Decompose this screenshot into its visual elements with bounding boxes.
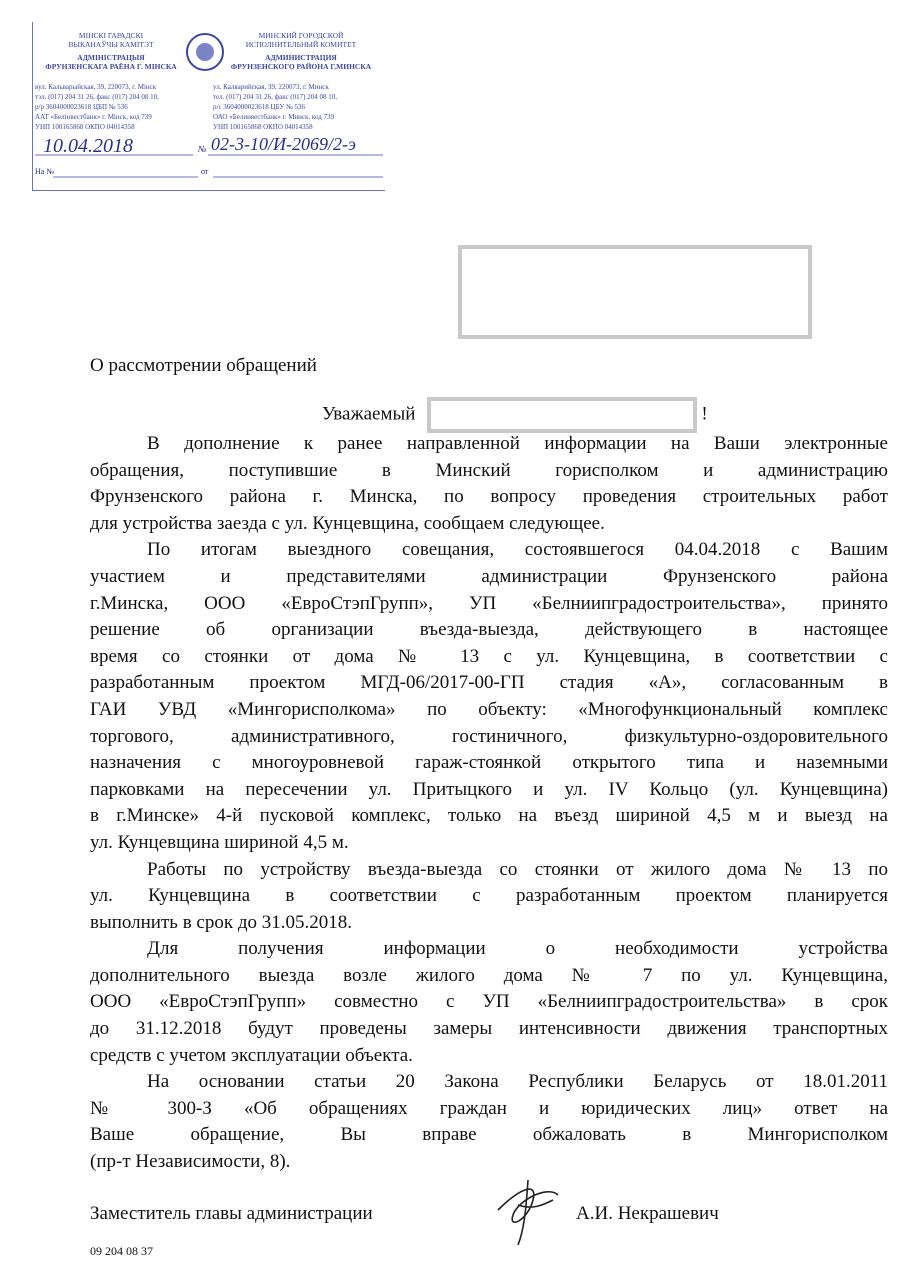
text-line: В дополнение к ранее направленной информации на Ваши электронные [147, 433, 888, 454]
paragraph [90, 431, 888, 537]
stamp-left-line: ВЫКАНАЎЧЫ КАМІТЭТ [68, 40, 154, 49]
stamp-right-line: ФРУНЗЕНСКОГО РАЙОНА Г.МИНСКА [230, 62, 372, 71]
letter-subject: О рассмотрении обращений [90, 355, 317, 376]
stamp-left-line: вул. Кальварыйская, 39, 220073, г. Мінск [35, 83, 157, 91]
stamp-right-line: МИНСКИЙ ГОРОДСКОЙ [258, 31, 344, 40]
stamp-right-line: УНП 100165868 ОКПО 04014358 [213, 123, 313, 131]
text-line: На основании статьи 20 Закона Республики Беларусь от 18.01.2011 [147, 1071, 888, 1093]
text-line: назначения с многоуровневой гараж-стоянкой открытого типа и наземными [90, 752, 888, 774]
signatory-name: А.И. Некрашевич [576, 1203, 719, 1224]
text-line: ул. Кунцевщина шириной 4,5 м. [90, 831, 349, 853]
text-line: участием и представителями администрации Фрунзенского района [90, 565, 888, 587]
text-line: для устройства заезда с ул. Кунцевщина, сообщаем следующее. [90, 512, 605, 534]
paragraph [90, 857, 888, 937]
stamp-left-line: МІНСКІ ГАРАДСКІ [78, 31, 144, 40]
stamp-ref-label: На № [35, 167, 54, 176]
text-line: Работы по устройству въезда-выезда со стоянки от жилого дома № 13 по [147, 858, 888, 880]
text-line: разработанным проектом МГД-06/2017-00-ГП стадия «А», согласованным в [90, 672, 888, 694]
text-line: дополнительного выезда возле жилого дома № 7 по ул. Кунцевщина, [90, 964, 888, 986]
salutation [322, 397, 708, 433]
stamp-left-line: АДМІНІСТРАЦЫЯ [77, 53, 145, 62]
salutation-suffix: ! [701, 403, 708, 425]
stamp-date: 10.04.2018 [43, 135, 133, 157]
text-line: г.Минска, ООО «ЕвроСтэпГрупп», УП «Белниипградостроительства», принято [90, 592, 888, 614]
stamp-left-line: тэл. (017) 204 31 26, факс (017) 204 08 10, [35, 93, 159, 101]
emblem-icon [187, 34, 223, 70]
stamp-left-line: р/р 3604000023618 ЦБП № 536 [35, 103, 128, 111]
paragraph [90, 1069, 888, 1175]
text-line: ООО «ЕвроСтэпГрупп» совместно с УП «Белниипградостроительства» в срок [90, 991, 888, 1013]
text-line: ул. Кунцевщина в соответствии с разработанным проектом планируется [90, 885, 888, 907]
redacted-name [427, 397, 697, 433]
text-line: Фрунзенского района г. Минска, по вопросу проведения строительных работ [90, 486, 888, 508]
stamp-number: 02-3-10/И-2069/2-э [211, 134, 356, 154]
text-line: № 300-З «Об обращениях граждан и юридических лиц» ответ на [90, 1097, 888, 1119]
text-line: Ваше обращение, Вы вправе обжаловать в Мингорисполком [90, 1124, 888, 1146]
stamp-right-line: АДМИНИСТРАЦИЯ [265, 53, 337, 62]
text-line: ГАИ УВД «Мингорисполкома» по объекту: «Многофункциональный комплекс [90, 698, 888, 720]
text-line: Для получения информации о необходимости устройства [147, 938, 888, 960]
salutation-prefix: Уважаемый [322, 403, 416, 425]
text-line: обращения, поступившие в Минский горисполком и администрацию [90, 459, 888, 481]
stamp-graphic [33, 22, 393, 192]
text-line: время со стоянки от дома № 13 с ул. Кунцевщина, в соответствии с [90, 645, 888, 667]
text-line: до 31.12.2018 будут проведены замеры интенсивности движения транспортных [90, 1018, 888, 1040]
text-line: торгового, административного, гостиничного, физкультурно-оздоровительного [90, 725, 888, 747]
text-line: в г.Минске» 4-й пусковой комплекс, только на въезд шириной 4,5 м и выезд на [90, 805, 888, 827]
paragraph [90, 936, 888, 1069]
stamp-right-line: тел. (017) 204 31 26, факс (017) 204 08 10, [213, 93, 337, 101]
text-line: парковками на пересечении ул. Притыцкого и ул. IV Кольцо (ул. Кунцевщина) [90, 778, 888, 800]
stamp-right-line: ОАО «Белинвестбанк» г. Минск, код 739 [213, 113, 335, 121]
text-line: выполнить в срок до 31.05.2018. [90, 911, 352, 933]
stamp-right-line: ул. Калварийская, 39, 220073, г. Минск [213, 83, 329, 91]
stamp-right-line: ИСПОЛНИТЕЛЬНЫЙ КОМИТЕТ [245, 40, 357, 49]
stamp-right-line: р/с 3604000023618 ЦБУ № 536 [213, 103, 306, 111]
stamp-left-line: ААТ «Белінвестбанк» г. Мінск, код 739 [35, 113, 152, 121]
executor-phone: 09 204 08 37 [90, 1244, 153, 1258]
text-line: средств с учетом эксплуатации объекта. [90, 1044, 413, 1066]
handwritten-signature [488, 1170, 568, 1250]
signatory-title: Заместитель главы администрации [90, 1203, 373, 1224]
text-line: (пр-т Независимости, 8). [90, 1151, 291, 1173]
registration-stamp [32, 22, 385, 191]
stamp-left-line: УНП 100165868 ОКПО 04014358 [35, 123, 135, 131]
redacted-addressee [458, 245, 812, 339]
text-line: По итогам выездного совещания, состоявшегося 04.04.2018 с Вашим [147, 539, 888, 561]
stamp-from-label: от [201, 167, 209, 176]
stamp-number-label: № [198, 144, 207, 154]
paragraph [90, 537, 888, 856]
stamp-left-line: ФРУНЗЕНСКАГА РАЁНА Г. МІНСКА [45, 62, 177, 71]
letter-body [90, 431, 888, 1176]
text-line: решение об организации въезда-выезда, действующего в настоящее [90, 619, 888, 641]
